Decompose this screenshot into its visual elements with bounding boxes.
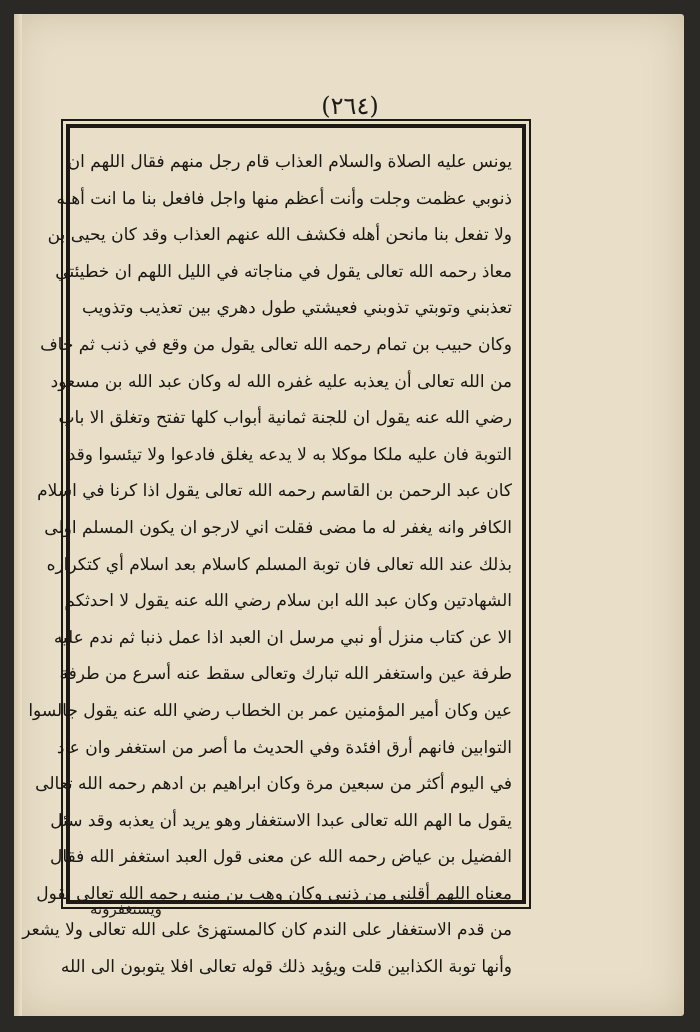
text-line: الفضيل بن عياض رحمه الله عن معنى قول العبد استغفر الله فقال [50, 847, 512, 868]
text-line: وأنها توبة الكذابين قلت ويؤيد ذلك قوله تعالى افلا يتوبون الى الله [60, 957, 512, 978]
text-line: الكافر وانه يغفر له ما مضى فقلت اني لارجو ان يكون المسلم اولى [44, 517, 512, 538]
text-line: عين وكان أمير المؤمنين عمر بن الخطاب رضي الله عنه يقول جالسوا [28, 700, 512, 721]
text-line: طرفة عين واستغفر الله تبارك وتعالى سقط عنه أسرع من طرفة [59, 664, 512, 685]
text-line: يونس عليه الصلاة والسلام العذاب قام رجل منهم فقال اللهم ان [67, 152, 512, 172]
page-edge [14, 14, 22, 1016]
text-line: الا عن كتاب منزل أو نبي مرسل ان العبد اذا عمل ذنبا ثم ندم عليه [53, 627, 512, 648]
text-line: الشهادتين وكان عبد الله ابن سلام رضي الله عنه يقول لا احدثكم [64, 591, 512, 612]
text-line: في اليوم أكثر من سبعين مرة وكان ابراهيم بن ادهم رحمه الله تعالى [35, 774, 512, 795]
text-line: التوبة فان عليه ملكا موكلا به لا يدعه يغلق فادعوا ولا تيئسوا وقد [67, 444, 512, 465]
text-line: ذنوبي عظمت وجلت وأنت أعظم منها واجل فافعل بنا ما انت أهله [56, 188, 512, 209]
text-line: كان عبد الرحمن بن القاسم رحمه الله تعالى يقول اذا كرنا في اسلام [37, 481, 512, 502]
page-number: (٢٦٤) [321, 92, 379, 120]
text-line: رضي الله عنه يقول ان للجنة ثمانية أبواب كلها تفتح وتغلق الا باب [58, 408, 512, 429]
text-line: من قدم الاستغفار على الندم كان كالمستهزئ على الله تعالى ولا يشعر [22, 920, 512, 941]
text-line: من الله تعالى أن يعذبه عليه غفره الله له وكان عبد الله بن مسعود [50, 371, 512, 392]
catchword: ويستغفرونه [90, 900, 162, 918]
text-line: ولا تفعل بنا مانحن أهله فكشف الله عنهم العذاب وقد كان يحيى بن [47, 225, 512, 246]
text-line: معناه اللهم أقلني من ذنبي وكان وهب بن منبه رحمه الله تعالى يقول [36, 883, 512, 904]
text-line: يقول ما الهم الله تعالى عبدا الاستغفار وهو يريد أن يعذبه وقد سئل [50, 810, 512, 831]
text-line: وكان حبيب بن تمام رحمه الله تعالى يقول من وقع في ذنب ثم خاف [40, 334, 512, 355]
text-line: التوابين فانهم أرق افئدة وفي الحديث ما أصر من استغفر وان عاد [56, 737, 512, 758]
text-line: معاذ رحمه الله تعالى يقول في مناجاته في الليل اللهم ان خطيئتي [55, 261, 512, 282]
text-line: تعذبني وتوبتي تذوبني فعيشتي طول دهري بين تعذيب وتذويب [82, 298, 512, 319]
text-line: بذلك عند الله تعالى فان توبة المسلم كاسلام بعد اسلام أي كتكراره [46, 554, 512, 575]
